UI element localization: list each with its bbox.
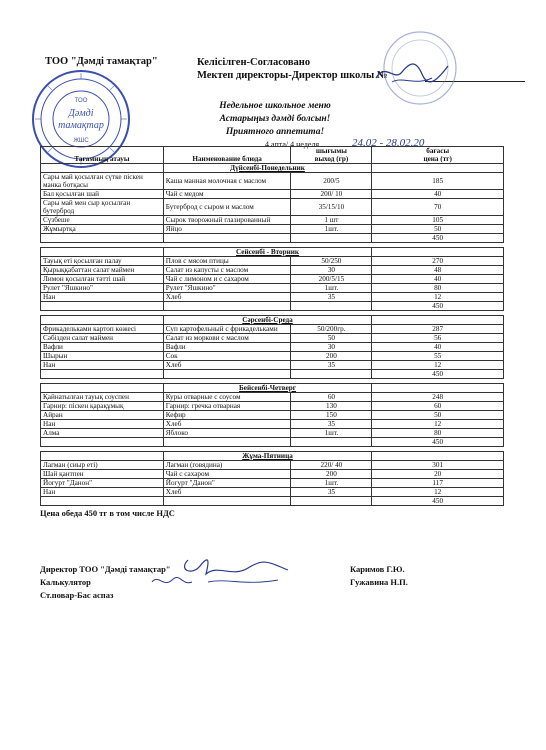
dish-output: 1шт. <box>291 479 372 488</box>
stamp-brand-1: Дәмді <box>68 108 94 119</box>
dish-name-kz: Сары май мен сыр қосылған бутерброд <box>41 199 164 216</box>
dish-name-ru: Чай с сахаром <box>163 470 291 479</box>
dish-price: 50 <box>372 411 504 420</box>
total-blank <box>41 497 164 506</box>
day-total: 450 <box>372 370 504 379</box>
dish-name-kz: Сәбізден салат маймен <box>41 334 164 343</box>
stamp-org: ТОО <box>74 98 88 104</box>
day-title: Жұма-Пятница <box>163 452 372 461</box>
dish-name-ru: Чай с лимоном и с сахаром <box>163 275 291 284</box>
day-title-blank <box>41 164 164 173</box>
dish-price: 40 <box>372 343 504 352</box>
dish-price: 12 <box>372 293 504 302</box>
dish-output: 50 <box>291 334 372 343</box>
director-label: Мектеп директоры-Директор школы № <box>197 70 388 81</box>
dish-name-ru: Йогурт "Данон" <box>163 479 291 488</box>
dish-output: 35 <box>291 361 372 370</box>
dish-price: 48 <box>372 266 504 275</box>
table-row <box>41 470 504 479</box>
dish-name-kz: Нан <box>41 293 164 302</box>
menu-table <box>40 146 504 506</box>
dish-name-ru: Рулет "Яшкино" <box>163 284 291 293</box>
header-price-ru: цена (тг) <box>423 155 452 163</box>
day-title-blank <box>372 164 504 173</box>
dish-output: 30 <box>291 343 372 352</box>
dish-price: 270 <box>372 257 504 266</box>
table-row <box>41 275 504 284</box>
dish-name-ru: Сырок творожный глазированный <box>163 216 291 225</box>
signatory-names <box>350 563 408 589</box>
day-total-row <box>41 438 504 447</box>
table-row <box>41 190 504 199</box>
dish-output: 130 <box>291 402 372 411</box>
day-title: Сәрсенбі-Среда <box>163 316 372 325</box>
dish-name-ru: Лагман (говядина) <box>163 461 291 470</box>
menu-titles <box>140 100 410 139</box>
header-price <box>372 147 504 164</box>
day-total-row <box>41 370 504 379</box>
approval-block <box>197 56 387 82</box>
header-output <box>291 147 372 164</box>
day-title-row <box>41 384 504 393</box>
day-title-blank <box>372 248 504 257</box>
day-title-blank <box>41 316 164 325</box>
dish-price: 287 <box>372 325 504 334</box>
dish-price: 56 <box>372 334 504 343</box>
dish-output: 200 <box>291 470 372 479</box>
dish-name-ru: Бутерброд с сыром и маслом <box>163 199 291 216</box>
dish-output: 35 <box>291 293 372 302</box>
dish-name-ru: Хлеб <box>163 488 291 497</box>
dish-name-kz: Гарнир: піскен қарақұмық <box>41 402 164 411</box>
dish-name-kz: Тауық еті қосылған палау <box>41 257 164 266</box>
agreed-label: Келісілген-Согласовано <box>197 57 311 68</box>
table-row <box>41 199 504 216</box>
table-row <box>41 479 504 488</box>
dish-name-ru: Салат из капусты с маслом <box>163 266 291 275</box>
dish-output: 200/5/15 <box>291 275 372 284</box>
table-row <box>41 257 504 266</box>
day-title-row <box>41 452 504 461</box>
dish-price: 117 <box>372 479 504 488</box>
total-blank <box>41 370 164 379</box>
day-total: 450 <box>372 497 504 506</box>
table-row <box>41 393 504 402</box>
week-label: 4 апта/ 4 неделя <box>265 140 320 149</box>
day-title: Сейсенбі - Вторник <box>163 248 372 257</box>
total-blank <box>163 234 291 243</box>
stamp-badge: ЖШС <box>73 138 89 144</box>
total-blank <box>41 438 164 447</box>
dish-output: 1шт. <box>291 284 372 293</box>
table-row <box>41 488 504 497</box>
table-row <box>41 293 504 302</box>
dish-name-kz: Шай қантпен <box>41 470 164 479</box>
day-total-row <box>41 497 504 506</box>
total-blank <box>291 234 372 243</box>
company-name: ТОО "Дәмді тамақтар" <box>45 56 158 67</box>
dish-price: 105 <box>372 216 504 225</box>
dish-name-kz: Бал қосылған шай <box>41 190 164 199</box>
dish-name-ru: Куры отварные с соусом <box>163 393 291 402</box>
dish-name-ru: Чай с медом <box>163 190 291 199</box>
dish-output: 200/5 <box>291 173 372 190</box>
dish-price: 80 <box>372 429 504 438</box>
dish-price: 80 <box>372 284 504 293</box>
day-title-blank <box>372 452 504 461</box>
total-blank <box>291 302 372 311</box>
day-title: Бейсенбі-Четверг <box>163 384 372 393</box>
table-row <box>41 225 504 234</box>
table-header-row <box>41 147 504 164</box>
dish-name-kz: Айран <box>41 411 164 420</box>
title-line-2: Астарыңыз дәмді болсын! <box>219 114 331 124</box>
table-row <box>41 266 504 275</box>
dish-output: 50/250 <box>291 257 372 266</box>
total-blank <box>41 302 164 311</box>
table-row <box>41 284 504 293</box>
dish-name-ru: Каша манная молочная с маслом <box>163 173 291 190</box>
dish-name-ru: Хлеб <box>163 420 291 429</box>
name-calc: Гужавина Н.П. <box>350 577 408 587</box>
day-title-row <box>41 248 504 257</box>
dish-output: 1шт. <box>291 429 372 438</box>
total-blank <box>41 234 164 243</box>
header-kz: Тағамның атауы <box>41 147 164 164</box>
total-blank <box>291 370 372 379</box>
director-signature <box>372 52 452 92</box>
dish-name-ru: Сок <box>163 352 291 361</box>
dish-name-kz: Вафли <box>41 343 164 352</box>
dish-output: 30 <box>291 266 372 275</box>
table-row <box>41 402 504 411</box>
dish-name-kz: Фрикадельками картоп көжесі <box>41 325 164 334</box>
dish-price: 60 <box>372 402 504 411</box>
dish-name-ru: Салат из моркови с маслом <box>163 334 291 343</box>
dish-price: 20 <box>372 470 504 479</box>
dish-price: 40 <box>372 275 504 284</box>
day-title-blank <box>41 384 164 393</box>
day-title-blank <box>372 316 504 325</box>
dish-name-ru: Яблоко <box>163 429 291 438</box>
dish-name-ru: Вафли <box>163 343 291 352</box>
dish-output: 150 <box>291 411 372 420</box>
price-note: Цена обеда 450 тг в том числе НДС <box>40 508 175 518</box>
table-row <box>41 420 504 429</box>
dish-name-kz: Шырын <box>41 352 164 361</box>
day-total-row <box>41 234 504 243</box>
stamp-brand-2: тамақтар <box>58 120 104 131</box>
day-title-blank <box>41 452 164 461</box>
total-blank <box>163 497 291 506</box>
dish-name-kz: Қырыққабаттан салат маймен <box>41 266 164 275</box>
dish-price: 12 <box>372 361 504 370</box>
dish-name-kz: Рулет "Яшкино" <box>41 284 164 293</box>
day-title-row <box>41 316 504 325</box>
dish-name-kz: Лагман (сиыр еті) <box>41 461 164 470</box>
title-line-1: Недельное школьное меню <box>219 101 331 111</box>
dish-name-kz: Сары май қосылған сүтке піскен манка ботқасы <box>41 173 164 190</box>
dish-output: 200 <box>291 352 372 361</box>
dish-price: 12 <box>372 488 504 497</box>
day-total-row <box>41 302 504 311</box>
total-blank <box>291 438 372 447</box>
dish-name-ru: Плов с мясом птицы <box>163 257 291 266</box>
dish-name-kz: Алма <box>41 429 164 438</box>
dish-price: 50 <box>372 225 504 234</box>
total-blank <box>163 370 291 379</box>
table-row <box>41 173 504 190</box>
date-range: 24.02 - 28.02.20 <box>352 137 425 149</box>
dish-name-ru: Кефир <box>163 411 291 420</box>
dish-price: 185 <box>372 173 504 190</box>
title-line-3: Приятного аппетита! <box>225 127 325 137</box>
table-row <box>41 461 504 470</box>
day-title-blank <box>372 384 504 393</box>
dish-name-ru: Хлеб <box>163 361 291 370</box>
dish-price: 248 <box>372 393 504 402</box>
total-blank <box>163 302 291 311</box>
header-output-kz: шығымы <box>315 147 347 155</box>
total-blank <box>163 438 291 447</box>
dish-name-ru: Яйцо <box>163 225 291 234</box>
dish-name-ru: Хлеб <box>163 293 291 302</box>
director-line: Директор ТОО "Дәмді тамақтар" <box>40 564 171 574</box>
dish-name-kz: Нан <box>41 488 164 497</box>
dish-name-kz: Жұмыртқа <box>41 225 164 234</box>
header-output-ru: выход (гр) <box>314 155 349 163</box>
day-title-row <box>41 164 504 173</box>
dish-name-kz: Нан <box>41 361 164 370</box>
day-total: 450 <box>372 302 504 311</box>
header-ru: Наименование блюда <box>163 147 291 164</box>
cook-line: Ст.повар-Бас аспаз <box>40 590 114 600</box>
dish-output: 60 <box>291 393 372 402</box>
dish-output: 50/200гр. <box>291 325 372 334</box>
dish-price: 55 <box>372 352 504 361</box>
dish-price: 40 <box>372 190 504 199</box>
dish-name-kz: Қайнатылған тауық соуспен <box>41 393 164 402</box>
header-price-kz: бағасы <box>426 147 450 155</box>
calc-line: Калькулятор <box>40 577 91 587</box>
dish-output: 35 <box>291 420 372 429</box>
dish-output: 200/ 10 <box>291 190 372 199</box>
dish-name-ru: Суп картофельный с фрикадельками <box>163 325 291 334</box>
day-total: 450 <box>372 234 504 243</box>
table-row <box>41 343 504 352</box>
dish-name-kz: Йогурт "Данон" <box>41 479 164 488</box>
dish-output: 1шт. <box>291 225 372 234</box>
table-row <box>41 429 504 438</box>
table-row <box>41 411 504 420</box>
dish-price: 301 <box>372 461 504 470</box>
dish-name-kz: Лимон қосылған тәтті шай <box>41 275 164 284</box>
dish-name-kz: Нан <box>41 420 164 429</box>
table-row <box>41 352 504 361</box>
table-row <box>41 361 504 370</box>
day-total: 450 <box>372 438 504 447</box>
table-row <box>41 216 504 225</box>
dish-name-kz: Сүзбеше <box>41 216 164 225</box>
day-title-blank <box>41 248 164 257</box>
dish-output: 35 <box>291 488 372 497</box>
dish-output: 1 шт <box>291 216 372 225</box>
dish-price: 12 <box>372 420 504 429</box>
total-blank <box>291 497 372 506</box>
bottom-signatures <box>148 552 298 598</box>
table-row <box>41 325 504 334</box>
day-title: Дүйсенбі-Понедельник <box>163 164 372 173</box>
table-row <box>41 334 504 343</box>
dish-price: 70 <box>372 199 504 216</box>
dish-output: 35/15/10 <box>291 199 372 216</box>
name-director: Каримов Г.Ю. <box>350 564 405 574</box>
dish-output: 220/ 40 <box>291 461 372 470</box>
dish-name-ru: Гарнир: гречка отварная <box>163 402 291 411</box>
